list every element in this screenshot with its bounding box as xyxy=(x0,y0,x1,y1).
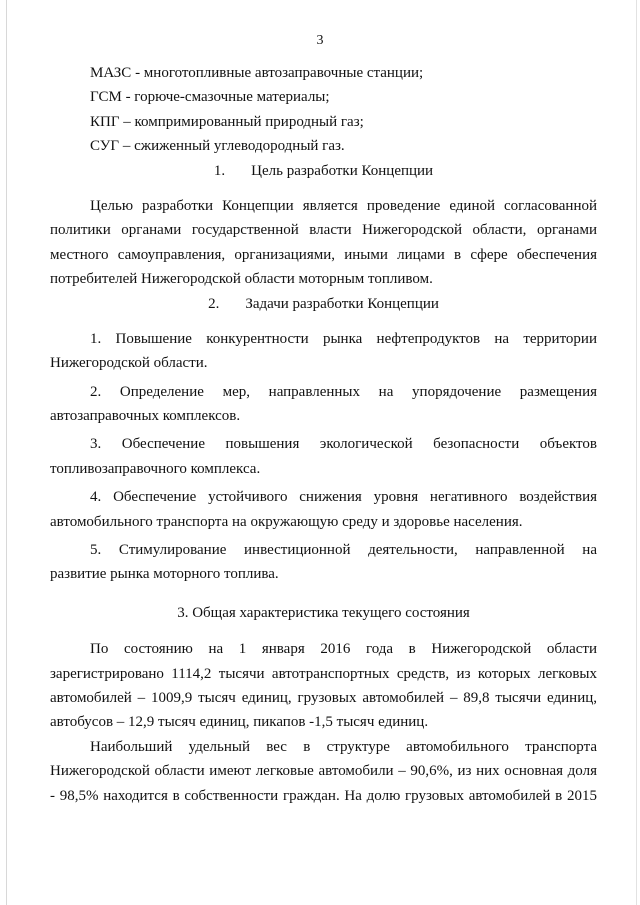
section-2-number: 2. xyxy=(208,295,220,312)
section-1-heading xyxy=(50,159,597,183)
document-body xyxy=(50,61,597,808)
task-item-line: автомобильного транспорта на окружающую среду и здоровье населения. xyxy=(50,513,523,530)
task-item xyxy=(50,432,597,481)
paragraph-line: зарегистрировано 1114,2 тысячи автотранспортных средств, из которых легковых xyxy=(50,665,597,682)
task-item-line: 1. Повышение конкурентности рынка нефтепродуктов на территории xyxy=(90,330,597,347)
task-item-line: 5. Стимулирование инвестиционной деятельности, направленной на xyxy=(90,542,597,559)
paragraph-line: По состоянию на 1 января 2016 года в Нижегородской области xyxy=(90,641,597,658)
page-number: 3 xyxy=(316,33,324,48)
section-2-heading xyxy=(50,292,597,316)
scan-edge-left xyxy=(6,0,7,905)
task-item xyxy=(50,380,597,429)
paragraph-line: потребителей Нижегородской области моторным топливом. xyxy=(50,271,433,288)
paragraph-line: Нижегородской области имеют легковые автомобили – 90,6%, из них основная доля xyxy=(50,763,597,780)
paragraph-line: автомобилей – 1009,9 тысяч единиц, грузовых автомобилей – 89,8 тысячи единиц, xyxy=(50,689,597,706)
task-item xyxy=(50,538,597,587)
task-item-line: топливозаправочного комплекса. xyxy=(50,460,261,477)
paragraph-line: Наибольший удельный вес в структуре автомобильного транспорта xyxy=(90,738,597,755)
abbreviations-list xyxy=(50,61,597,159)
task-item-line: 3. Обеспечение повышения экологической безопасности объектов xyxy=(90,436,597,453)
section-3-paragraph-1 xyxy=(50,637,597,735)
paragraph-line: - 98,5% находится в собственности граждан. На долю грузовых автомобилей в 2015 xyxy=(50,787,597,804)
paragraph-line: политики органами государственной власти Нижегородской области, органами xyxy=(50,222,597,239)
paragraph-line: автобусов – 12,9 тысяч единиц, пикапов -1,5 тысяч единиц. xyxy=(50,714,429,731)
task-item-line: 4. Обеспечение устойчивого снижения уровня негативного воздействия xyxy=(90,489,597,506)
section-1-paragraph xyxy=(50,194,597,292)
section-3-paragraph-2 xyxy=(50,735,597,808)
task-item-line: 2. Определение мер, направленных на упорядочение размещения xyxy=(90,383,597,400)
task-item-line: автозаправочных комплексов. xyxy=(50,408,241,425)
paragraph-line: Целью разработки Концепции является проведение единой согласованной xyxy=(90,197,597,214)
tasks-list xyxy=(50,327,597,587)
task-item-line: развитие рынка моторного топлива. xyxy=(50,566,279,583)
task-item xyxy=(50,327,597,376)
section-2-title: Задачи разработки Концепции xyxy=(245,295,439,312)
abbreviation-item: СУГ – сжиженный углеводородный газ. xyxy=(90,138,345,155)
section-1-title: Цель разработки Концепции xyxy=(251,162,434,179)
abbreviation-item: МАЗС - многотопливные автозаправочные станции; xyxy=(90,65,424,81)
abbreviation-item: ГСМ - горюче-смазочные материалы; xyxy=(90,89,330,106)
paragraph-line: местного самоуправления, организациями, иными лицами в сфере обеспечения xyxy=(50,246,597,263)
task-item-line: Нижегородской области. xyxy=(50,355,208,372)
abbreviation-item: КПГ – компримированный природный газ; xyxy=(90,113,364,130)
section-1-number: 1. xyxy=(213,162,226,179)
section-3-heading: 3. Общая характеристика текущего состояния xyxy=(177,604,470,621)
scan-edge-right xyxy=(636,0,637,905)
task-item xyxy=(50,485,597,534)
